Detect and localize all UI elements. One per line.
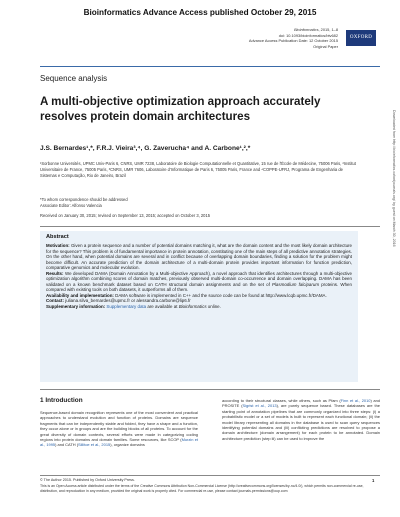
abstract-supplementary bbox=[46, 304, 352, 310]
article-metadata bbox=[206, 27, 338, 49]
contact-text: juliana.silva_bernardes@upmc.fr or alessandra.carbone@lip6.fr bbox=[64, 298, 191, 303]
page-number: 1 bbox=[372, 478, 375, 483]
abstract-motivation bbox=[46, 243, 352, 271]
supp-journal: Bioinformatics bbox=[178, 303, 207, 309]
download-watermark: Downloaded from http://bioinformatics.oxfordjournals.org/ by guest on March 30, 2016 bbox=[392, 110, 396, 247]
intro-text: ), organize domains bbox=[110, 442, 145, 448]
volume-pages: , 2015, 1–8 bbox=[318, 27, 338, 32]
supp-end: online. bbox=[206, 303, 221, 309]
results-text-b: proteins. When compared with existing tools on both datasets, it outperforms all of them. bbox=[46, 281, 352, 292]
supp-label: Supplementary information: bbox=[46, 303, 106, 309]
received-dates: Received on January 30, 2015; revised on September 13, 2015; accepted on October 3, 2015 bbox=[40, 213, 211, 218]
results-organism: Plasmodium falciparum bbox=[271, 281, 320, 287]
abstract-box bbox=[40, 231, 358, 382]
availability-label: Availability and implementation: bbox=[46, 292, 114, 298]
citation-link[interactable]: Sillitoe et al., 2015 bbox=[78, 442, 111, 448]
copyright-notice: © The Author 2015. Published by Oxford University Press. bbox=[40, 478, 135, 482]
abstract-results bbox=[46, 271, 352, 293]
publisher-logo: OXFORD bbox=[346, 30, 376, 46]
supplementary-data-link[interactable]: Supplementary data bbox=[106, 303, 147, 309]
paper-title: A multi-objective optimization approach accurately resolves protein domain architectures bbox=[40, 95, 321, 123]
affiliations: ¹Sorbonne Universités, UPMC Univ-Paris 6, CNRS, UMR 7238, Laboratoire de Biologie Computationnelle et Quantitative, 15 rue de l'École de Médecine, 75006 Paris, ²Institut Universitaire de France, 75005 Paris, ³CNRS, UMR 7606, Laboratoire d'Informatique de Paris 6, 75005 Paris, France and ⁴COPPE-UFRJ, Programa de Engenharia de Sistemas e Computação, Rio de Janeiro, Brazil bbox=[40, 161, 356, 178]
motivation-text: Given a protein sequence and a number of potential domains matching it, what are the domain content and the most likely domain architecture for the sequence? This problem is of fundamental importance in protein annotation, constituting one of the main steps of all predictive annotation strategies. On the other hand, when potential domains are several and in conflict because of overlapping domain boundaries, finding a solution for the problem might become difficult. An accurate prediction of the domain architecture of a multi-domain protein provides important information for function prediction, comparative genomics and molecular evolution. bbox=[46, 243, 352, 270]
advance-access-banner: Bioinformatics Advance Access published October 29, 2015 bbox=[83, 8, 317, 17]
publication-date: Advance Access Publication Date: 12 October 2015 bbox=[248, 38, 338, 44]
intro-text: ) and PROSITE ( bbox=[222, 398, 380, 409]
journal-name: Bioinformatics bbox=[294, 27, 319, 32]
supp-text: are available at bbox=[146, 303, 179, 309]
intro-text: according to their structural classes, while others, such as Pfam ( bbox=[222, 398, 341, 403]
paper-type: Original Paper bbox=[313, 43, 338, 49]
citation-link[interactable]: Finn et al., 2010 bbox=[340, 398, 371, 403]
footer-rule bbox=[40, 475, 380, 476]
intro-column-left bbox=[40, 410, 198, 448]
intro-text: ), are purely sequence based. These databases are the starting point of annotation pipelines that are commonly organized into three steps: (i) a probabilistic model or a set of models is built to represent each functional domain; (ii) the model library representing all domains in the database is used to scan query sequences identifying potential domains and (iii) conflicting predictions are resolved to propose a domain architecture (domain arrangement) for each protein to be annotated. Domain architecture prediction (step iii) can be used to improve the bbox=[222, 403, 380, 441]
license-notice: This is an Open Access article distributed under the terms of the Creative Commons Attribution Non-Commercial License (http://creativecommons.org/licenses/by-nc/4.0/), which permits non-commercial re-use, distribution, and reproduction in any medium, provided the original work is properly cited. For commercial re-use, please contact journals.permissions@oup.com bbox=[40, 484, 364, 493]
abstract-rule-top bbox=[40, 226, 380, 227]
intro-column-right bbox=[222, 398, 380, 441]
header-rule bbox=[40, 66, 380, 67]
intro-text: Sequence-based domain recognition represents one of the most convenient and practical approaches to understand evolution and function of proteins. Domains are sequence fragments that can be independently stable and folded, they have a shape and a function, they occur alone or in groups and are the building blocks of all proteins. To account for the great diversity of domain contexts, several efforts were made in categorizing coding regions into protein domains and domain families. Some resources, like SCOP ( bbox=[40, 410, 198, 443]
author-list: J.S. Bernardes¹,*, F.R.J. Vieira³,⁴, G. Zaverucha⁴ and A. Carbone¹,²,* bbox=[40, 145, 251, 152]
availability-text: DAMA software is implemented in C++ and the source code can be found at http://www.lcqb.upmc.fr/DAMA. bbox=[113, 292, 327, 298]
citation-link[interactable]: Murzin et al., 1995 bbox=[40, 437, 198, 448]
results-label: Results: bbox=[46, 270, 64, 276]
motivation-label: Motivation: bbox=[46, 243, 70, 248]
associate-editor: Associate Editor: Alfonso Valencia bbox=[40, 203, 102, 208]
contact-label: Contact: bbox=[46, 298, 64, 303]
doi[interactable]: doi: 10.1093/bioinformatics/btv682 bbox=[278, 32, 338, 38]
correspondence-note: *To whom correspondence should be addressed bbox=[40, 197, 128, 202]
citation-link[interactable]: Sigrist et al., 2013 bbox=[242, 403, 277, 409]
introduction-heading: 1 Introduction bbox=[40, 397, 83, 404]
results-text-a: We developed DAMA (Domain Annotation by a Multi-objective Approach), a novel approach that identifies architectures through a multi-objective optimization algorithm combining scores of domain matches, previously observed multi-domain co-occurrence and domain overlapping. DAMA has been validated on a known benchmark dataset based on CATH structural domain assignments and on the set of bbox=[46, 270, 352, 287]
intro-text: ) and CATH ( bbox=[55, 442, 79, 448]
abstract-heading: Abstract bbox=[46, 234, 69, 240]
section-label: Sequence analysis bbox=[40, 74, 108, 83]
abstract-rule-bottom bbox=[40, 389, 380, 390]
